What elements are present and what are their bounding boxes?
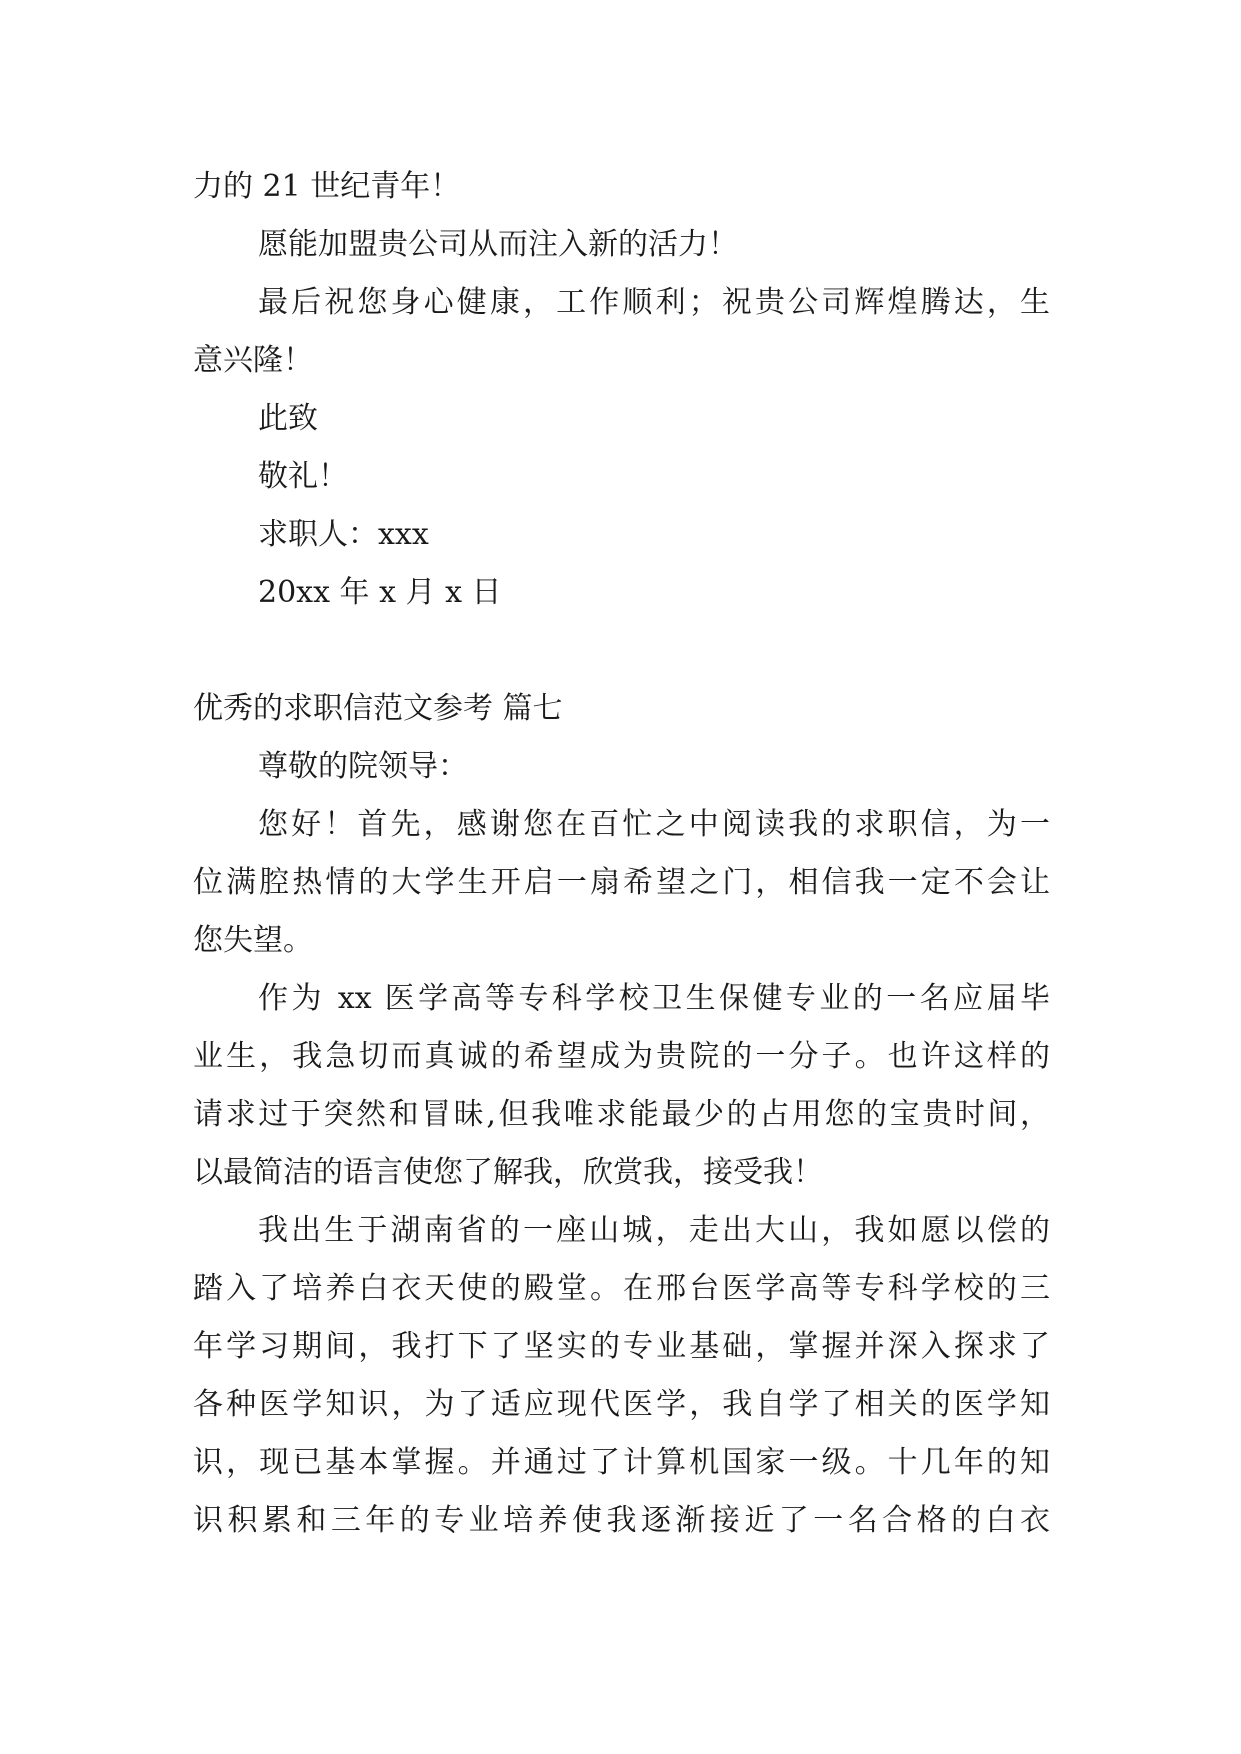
text-line: 业生，我急切而真诚的希望成为贵院的一分子。也许这样的 bbox=[193, 1039, 1050, 1074]
text-line: 您好！首先，感谢您在百忙之中阅读我的求职信，为一 bbox=[258, 807, 1050, 842]
text-line: 位满腔热情的大学生开启一扇希望之门，相信我一定不会让 bbox=[193, 865, 1050, 900]
text-line: 力的 21 世纪青年！ bbox=[193, 169, 461, 204]
salutation-line: 敬礼！ bbox=[258, 459, 348, 494]
section-heading: 优秀的求职信范文参考 篇七 bbox=[193, 691, 563, 726]
blank-line bbox=[193, 622, 1050, 680]
text-line: 我出生于湖南省的一座山城，走出大山，我如愿以偿的 bbox=[258, 1213, 1050, 1248]
date-line: 20xx 年 x 月 x 日 bbox=[258, 575, 502, 610]
text-line: 意兴隆！ bbox=[193, 343, 313, 378]
salutation-line: 此致 bbox=[258, 401, 318, 436]
document-body bbox=[193, 158, 1050, 1550]
text-line: 踏入了培养白衣天使的殿堂。在邢台医学高等专科学校的三 bbox=[193, 1271, 1050, 1306]
text-line: 请求过于突然和冒昧,但我唯求能最少的占用您的宝贵时间， bbox=[193, 1097, 1050, 1132]
text-line: 识积累和三年的专业培养使我逐渐接近了一名合格的白衣 bbox=[193, 1503, 1050, 1538]
text-line: 愿能加盟贵公司从而注入新的活力！ bbox=[258, 227, 738, 262]
text-line: 作为 xx 医学高等专科学校卫生保健专业的一名应届毕 bbox=[258, 981, 1050, 1016]
text-line: 最后祝您身心健康，工作顺利；祝贵公司辉煌腾达，生 bbox=[258, 285, 1050, 320]
text-line: 以最简洁的语言使您了解我，欣赏我，接受我！ bbox=[193, 1155, 823, 1190]
greeting-line: 尊敬的院领导： bbox=[258, 749, 468, 784]
text-line: 年学习期间，我打下了坚实的专业基础，掌握并深入探求了 bbox=[193, 1329, 1050, 1364]
text-line: 各种医学知识，为了适应现代医学，我自学了相关的医学知 bbox=[193, 1387, 1050, 1422]
signature-line: 求职人：xxx bbox=[258, 517, 429, 552]
text-line: 您失望。 bbox=[193, 923, 313, 958]
text-line: 识，现已基本掌握。并通过了计算机国家一级。十几年的知 bbox=[193, 1445, 1050, 1480]
